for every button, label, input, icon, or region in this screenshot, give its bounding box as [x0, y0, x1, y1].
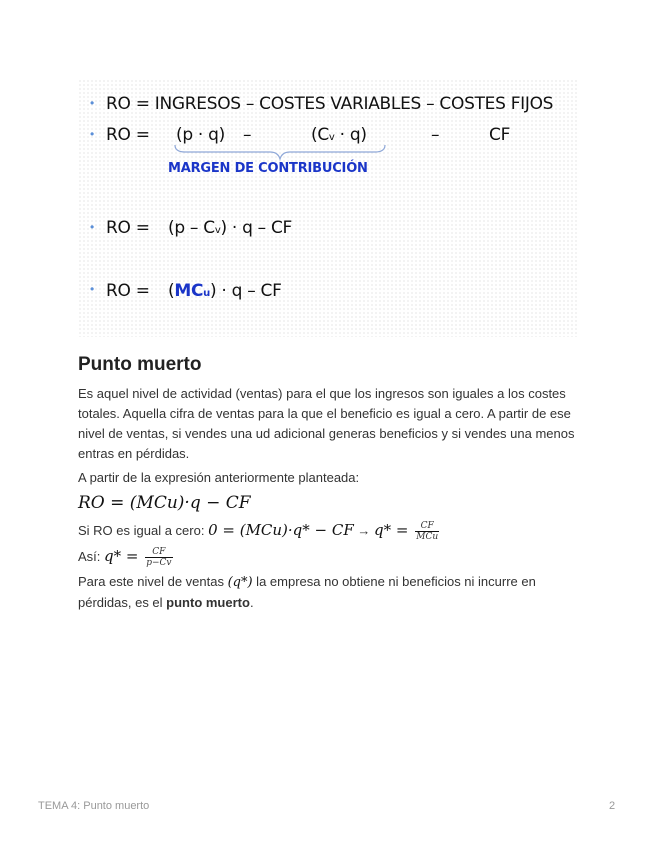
zero-equation: 0 = (MCu)·q* − CF	[208, 521, 354, 539]
intro-paragraph: A partir de la expresión anteriormente planteada:	[78, 470, 360, 485]
bullet-icon: •	[90, 127, 95, 141]
term-pq: (p · q)	[176, 125, 225, 145]
zero-condition-line	[78, 519, 578, 542]
section-title: Punto muerto	[78, 354, 202, 375]
cf-term: CF	[489, 125, 511, 145]
brace-icon	[173, 143, 388, 161]
term-p-cv: (p – Cv) · q – CF	[168, 218, 293, 238]
conclusion-paragraph: Para este nivel de ventas (q*) la empresa no obtiene ni beneficios ni incurre en pérdidas, es el punto muerto.	[78, 574, 536, 610]
ro-label: RO =	[106, 218, 150, 238]
bullet-icon: •	[90, 282, 95, 296]
qstar-inline: (q*)	[227, 575, 253, 590]
margen-contribucion-label: MARGEN DE CONTRIBUCIÓN	[168, 161, 368, 176]
definition-paragraph: Es aquel nivel de actividad (ventas) para el que los ingresos son iguales a los costes totales. Aquella cifra de ventas para la que el beneficio es igual a cero. A partir de ese nivel de ventas, si vendes una ud adicional generas beneficios y si vendes una menos entras en pérdidas.	[78, 386, 575, 461]
formula-line-4	[106, 281, 406, 303]
slide-image	[78, 79, 578, 337]
fraction-cf-mcu: $\frac{CF}{\text{MCu}}$	[416, 521, 439, 543]
formula-line-1: RO = INGRESOS – COSTES VARIABLES – COSTES FIJOS	[106, 94, 554, 114]
bullet-icon: •	[90, 96, 95, 110]
arrow-icon: →	[353, 523, 375, 538]
term-mcu: (MCu) · q – CF	[168, 281, 282, 301]
punto-muerto-bold: punto muerto	[166, 595, 250, 610]
qstar-label: q* =	[374, 521, 414, 539]
asi-prefix: Así:	[78, 549, 105, 564]
minus-sign: –	[243, 125, 252, 145]
asi-line	[78, 544, 578, 569]
formula-line-3	[106, 218, 406, 240]
bullet-icon: •	[90, 220, 95, 234]
fraction-cf-p-cv: $\frac{CF}{p-Cv}$	[146, 547, 172, 569]
footer-title: TEMA 4: Punto muerto	[38, 800, 150, 812]
zero-prefix: Si RO es igual a cero:	[78, 523, 209, 538]
term-cvq: (Cv · q)	[311, 125, 367, 145]
page-number: 2	[609, 800, 616, 812]
minus-sign: –	[431, 125, 440, 145]
qstar-label: q* =	[104, 547, 144, 565]
ro-label: RO =	[106, 125, 150, 145]
ro-label: RO =	[106, 281, 150, 301]
formula-ro: RO = (MCu)·q − CF	[78, 493, 251, 513]
